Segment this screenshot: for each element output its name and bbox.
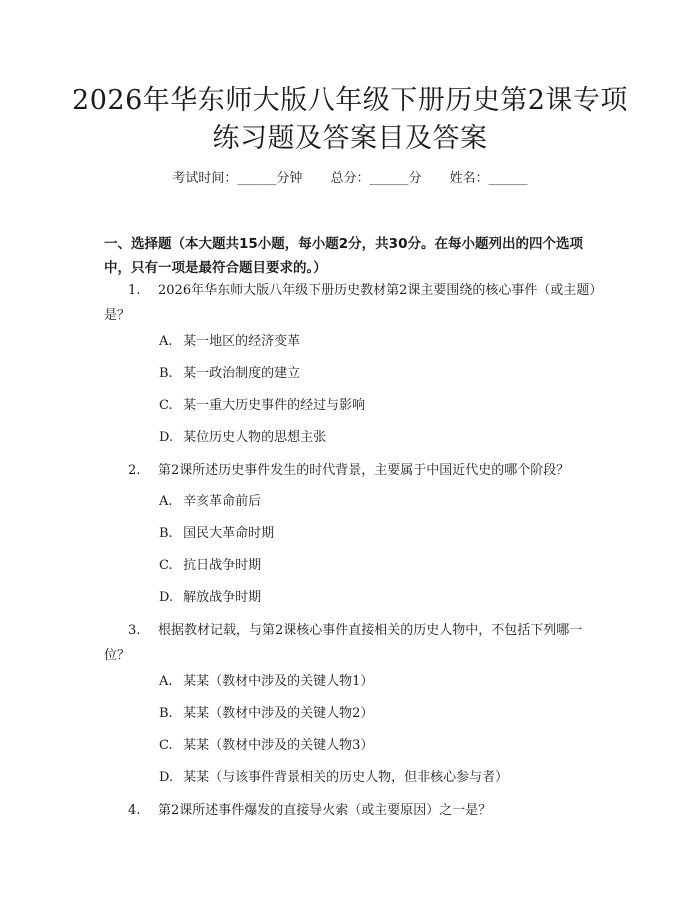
question-3 (104, 618, 604, 668)
question-number: 3. (128, 623, 141, 638)
question-3-option-a (159, 672, 599, 692)
question-2 (104, 458, 604, 483)
option-text: 某某（与该事件背景相关的历史人物，但非核心参与者） (183, 770, 509, 785)
option-letter: B. (159, 366, 173, 381)
question-number: 1. (128, 283, 141, 298)
option-letter: B. (159, 706, 173, 721)
question-number: 2. (128, 463, 141, 478)
question-1-option-d (159, 428, 599, 448)
total-score-field: 总分：______分 (330, 171, 422, 186)
option-text: 某某（教材中涉及的关键人物3） (183, 738, 374, 753)
exam-meta (0, 170, 700, 188)
question-text: 根据教材记载，与第2课核心事件直接相关的历史人物中，不包括下列哪一位？ (104, 623, 583, 663)
question-text: 2026年华东师大版八年级下册历史教材第2课主要围绕的核心事件（或主题）是？ (104, 283, 603, 323)
option-text: 某位历史人物的思想主张 (183, 430, 327, 445)
option-letter: A. (159, 494, 173, 509)
option-text: 解放战争时期 (183, 590, 262, 605)
student-name-field: 姓名：______ (449, 171, 528, 186)
option-letter: C. (159, 558, 173, 573)
question-1-option-b (159, 364, 599, 384)
option-letter: D. (159, 770, 174, 785)
option-text: 抗日战争时期 (183, 558, 262, 573)
option-text: 某某（教材中涉及的关键人物2） (183, 706, 374, 721)
option-letter: A. (159, 334, 173, 349)
question-1 (104, 278, 604, 328)
option-text: 某一政治制度的建立 (183, 366, 301, 381)
option-letter: C. (159, 738, 173, 753)
option-letter: D. (159, 430, 174, 445)
question-text: 第2课所述历史事件发生的时代背景，主要属于中国近代史的哪个阶段？ (158, 463, 570, 478)
question-text: 第2课所述事件爆发的直接导火索（或主要原因）之一是？ (158, 803, 492, 818)
section-heading: 一、选择题（本大题共15小题，每小题2分，共30分。在每小题列出的四个选项中，只有一项是最符合题目要求的。） (104, 236, 583, 276)
question-2-option-d (159, 588, 599, 608)
question-1-option-c (159, 396, 599, 416)
option-text: 某一重大历史事件的经过与影响 (183, 398, 366, 413)
option-letter: C. (159, 398, 173, 413)
question-number: 4. (128, 803, 141, 818)
exam-time-field: 考试时间：______分钟 (172, 171, 303, 186)
option-text: 某一地区的经济变革 (183, 334, 301, 349)
question-2-option-c (159, 556, 599, 576)
question-3-option-c (159, 736, 599, 756)
question-2-option-b (159, 524, 599, 544)
option-letter: D. (159, 590, 174, 605)
question-4 (104, 798, 604, 823)
option-text: 国民大革命时期 (183, 526, 275, 541)
question-3-option-d (159, 768, 599, 788)
option-letter: A. (159, 674, 173, 689)
question-2-option-a (159, 492, 599, 512)
question-3-option-b (159, 704, 599, 724)
option-text: 辛亥革命前后 (183, 494, 262, 509)
question-1-option-a (159, 332, 599, 352)
page-title: 2026年华东师大版八年级下册历史第2课专项练习题及答案目及答案 (72, 85, 628, 154)
option-letter: B. (159, 526, 173, 541)
option-text: 某某（教材中涉及的关键人物1） (183, 674, 374, 689)
